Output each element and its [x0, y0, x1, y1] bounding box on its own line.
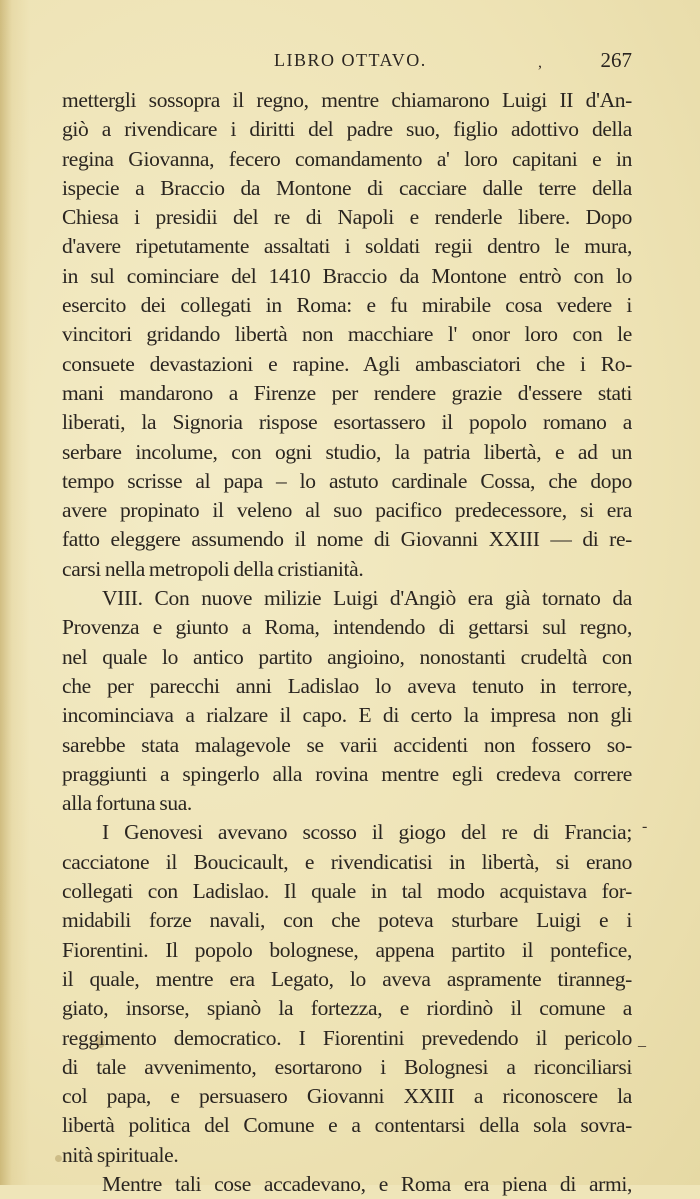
- text-line: il quale, mentre era Legato, lo aveva aspramente tiranneg-: [62, 966, 632, 991]
- text-line: giò a rivendicare i diritti del padre suo, figlio adottivo della: [62, 117, 632, 142]
- text-line: giato, insorse, spianò la fortezza, e riordinò il comune a: [62, 996, 632, 1021]
- text-line: di tale avvenimento, esortarono i Bolognesi a riconciliarsi: [62, 1054, 632, 1079]
- text-line: tempo scrisse al papa – lo astuto cardinale Cossa, che dopo: [62, 468, 632, 493]
- text-line: mani mandarono a Firenze per rendere grazie d'essere stati: [62, 380, 632, 405]
- text-line: avere propinato il veleno al suo pacifico predecessore, si era: [62, 498, 632, 523]
- text-line: consuete devastazioni e rapine. Agli ambasciatori che i Ro-: [62, 351, 632, 376]
- text-line: I Genovesi avevano scosso il giogo del re di Francia;: [102, 820, 632, 845]
- text-line: carsi nella metropoli della cristianità.: [62, 556, 364, 581]
- paper-stain: [55, 1155, 62, 1162]
- text-line: incominciava a rialzare il capo. E di certo la impresa non gli: [62, 703, 632, 728]
- text-line: sarebbe stata malagevole se varii accidenti non fossero so-: [62, 732, 632, 757]
- text-line: d'avere ripetutamente assaltati i soldati regii dentro le mura,: [62, 234, 632, 259]
- margin-mark: _: [638, 1032, 646, 1049]
- running-title: LIBRO OTTAVO.: [274, 50, 427, 70]
- text-line: collegati con Ladislao. Il quale in tal modo acquistava for-: [62, 879, 632, 904]
- text-line: che per parecchi anni Ladislao lo aveva tenuto in terrore,: [62, 673, 632, 698]
- text-line: Mentre tali cose accadevano, e Roma era piena di armi,: [102, 1171, 632, 1196]
- text-line: mettergli sossopra il regno, mentre chiamarono Luigi II d'An-: [62, 88, 632, 112]
- text-line: col papa, e persuasero Giovanni XXIII a riconoscere la: [62, 1084, 632, 1109]
- text-line: vincitori gridando libertà non macchiare l' onor loro con le: [62, 322, 632, 347]
- text-line: esercito dei collegati in Roma: e fu mirabile cosa vedere i: [62, 293, 632, 318]
- text-line: cacciatone il Boucicault, e rivendicatisi in libertà, si erano: [62, 849, 632, 874]
- margin-mark: -: [642, 818, 648, 835]
- text-line: regina Giovanna, fecero comandamento a' loro capitani e in: [62, 146, 632, 171]
- text-line: serbare incolume, con ogni studio, la patria libertà, e ad un: [62, 439, 632, 464]
- page-header: [62, 48, 632, 78]
- text-line: praggiunti a spingerlo alla rovina mentre egli credeva correre: [62, 761, 632, 786]
- text-line: in sul cominciare del 1410 Braccio da Montone entrò con lo: [62, 263, 632, 288]
- body-text: [62, 86, 632, 1199]
- text-line: liberati, la Signoria rispose esortassero il popolo romano a: [62, 410, 632, 435]
- text-line: nità spirituale.: [62, 1142, 179, 1167]
- text-line: alla fortuna sua.: [62, 791, 192, 816]
- text-line: nel quale lo antico partito angioino, nonostanti crudeltà con: [62, 644, 632, 669]
- text-line: reggimento democratico. I Fiorentini prevedendo il pericolo: [62, 1025, 632, 1050]
- text-line: midabili forze navali, con che poteva sturbare Luigi e i: [62, 908, 632, 933]
- margin-mark: ,: [538, 54, 542, 71]
- text-line: Fiorentini. Il popolo bolognese, appena partito il pontefice,: [62, 937, 632, 962]
- page-number: 267: [600, 48, 632, 72]
- text-line: VIII. Con nuove milizie Luigi d'Angiò era già tornato da: [102, 586, 632, 611]
- text-line: Chiesa i presidii del re di Napoli e renderle libere. Dopo: [62, 205, 632, 230]
- text-line: Provenza e giunto a Roma, intendendo di gettarsi sul regno,: [62, 615, 632, 640]
- text-line: ispecie a Braccio da Montone di cacciare dalle terre della: [62, 175, 632, 200]
- text-line: fatto eleggere assumendo il nome di Giovanni XXIII — di re-: [62, 527, 632, 552]
- text-line: libertà politica del Comune e a contentarsi della sola sovra-: [62, 1113, 632, 1138]
